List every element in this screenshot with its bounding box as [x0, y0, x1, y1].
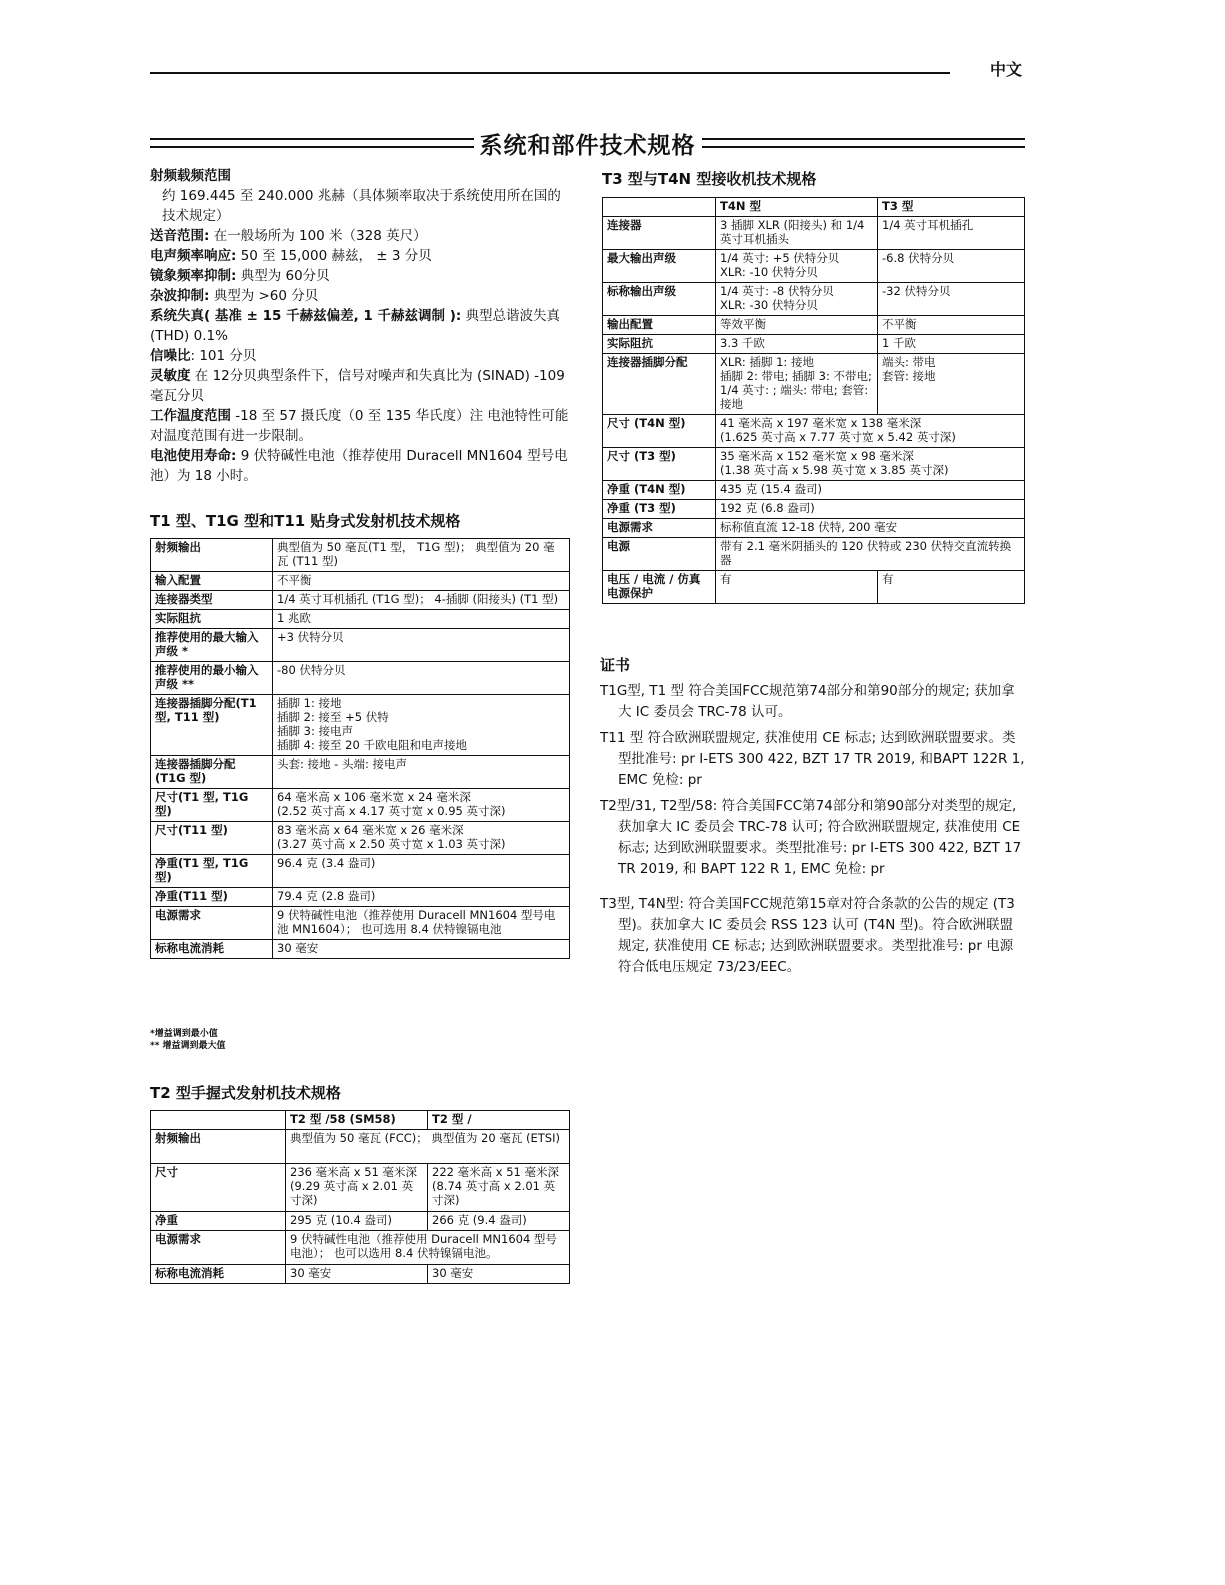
t1-row-label: 电源需求: [151, 907, 273, 940]
table-row: [603, 519, 1025, 538]
t1-row-label: 连接器类型: [151, 591, 273, 610]
t1-row-value: 1 兆欧: [273, 610, 570, 629]
spec-line-spurious: [150, 286, 570, 306]
table-row: [151, 629, 570, 662]
t3-col-t4n: T4N 型: [716, 198, 878, 217]
t3-row-t3: 端头: 带电 套管: 接地: [878, 354, 1025, 415]
table-row: [151, 1231, 570, 1265]
t1-row-value: +3 伏特分贝: [273, 629, 570, 662]
t2-rf-value: 典型值为 50 毫瓦 (FCC)； 典型值为 20 毫瓦 (ETSI): [286, 1130, 570, 1164]
rf-range-value: 约 169.445 至 240.000 兆赫（具体频率取决于系统使用所在国的技术规定）: [162, 188, 561, 224]
image-label: 镜象频率抑制:: [150, 268, 237, 284]
table-row: [603, 354, 1025, 415]
table-row: [151, 855, 570, 888]
t1-row-value: 1/4 英寸耳机插孔 (T1G 型)； 4-插脚 (阳接头) (T1 型): [273, 591, 570, 610]
table-row: [151, 756, 570, 789]
table-row: [603, 316, 1025, 335]
table-row: [603, 250, 1025, 283]
cert-heading: 证书: [600, 656, 631, 674]
t1-row-value: 典型值为 50 毫瓦(T1 型， T1G 型)； 典型值为 20 毫瓦 (T11 型): [273, 539, 570, 572]
t1-row-value: 64 毫米高 x 106 毫米宽 x 24 毫米深 (2.52 英寸高 x 4.17 英寸宽 x 0.95 英寸深): [273, 789, 570, 822]
t1-heading: T1 型、T1G 型和T11 贴身式发射机技术规格: [150, 512, 461, 530]
t1-row-label: 净重(T11 型): [151, 888, 273, 907]
page-title-bar: [150, 128, 1025, 158]
spurious-value: 典型为 >60 分贝: [213, 288, 319, 304]
image-value: 典型为 60分贝: [240, 268, 330, 284]
t1-row-value: 83 毫米高 x 64 毫米宽 x 26 毫米深 (3.27 英寸高 x 2.50 英寸宽 x 1.03 英寸深): [273, 822, 570, 855]
t3-row-label: 最大输出声级: [603, 250, 716, 283]
table-row: [151, 789, 570, 822]
t1-row-value: -80 伏特分贝: [273, 662, 570, 695]
t1-row-label: 尺寸(T1 型, T1G 型): [151, 789, 273, 822]
note-min-gain: *增益调到最小值: [150, 1029, 218, 1039]
spec-line-sens: [150, 366, 570, 406]
t3-row-t3: -6.8 伏特分贝: [878, 250, 1025, 283]
t1-row-label: 射频输出: [151, 539, 273, 572]
t2-col-sm58: T2 型 /58 (SM58): [286, 1111, 428, 1130]
table-row: [603, 571, 1025, 604]
spec-line-snr: [150, 346, 570, 366]
freq-label: 电声频率响应:: [150, 248, 237, 264]
t1-row-label: 连接器插脚分配 (T1G 型): [151, 756, 273, 789]
t3-row-label: 输出配置: [603, 316, 716, 335]
table-row: [603, 481, 1025, 500]
battery-value: 9 伏特碱性电池（推荐使用 Duracell MN1604 型号电池）为 18 小时。: [150, 448, 568, 484]
t3-row-t4n: 3.3 千欧: [716, 335, 878, 354]
title-rule-right: [702, 138, 1026, 148]
t2-power-value: 9 伏特碱性电池（推荐使用 Duracell MN1604 型号电池）； 也可以选用 8.4 伏特镍镉电池。: [286, 1231, 570, 1265]
t1-row-label: 净重(T1 型, T1G 型): [151, 855, 273, 888]
table-row: [603, 538, 1025, 571]
t3-wide-value: 带有 2.1 毫米阴插头的 120 伏特或 230 伏特交直流转换器: [716, 538, 1025, 571]
t1-row-label: 推荐使用的最大输入声级 *: [151, 629, 273, 662]
t3-wide-label: 尺寸 (T3 型): [603, 448, 716, 481]
t3-wide-value: 标称值直流 12-18 伏特, 200 毫安: [716, 519, 1025, 538]
t2-size-b: 222 毫米高 x 51 毫米深 (8.74 英寸高 x 2.01 英寸深): [428, 1164, 570, 1212]
table-row: [151, 1111, 570, 1130]
t2-heading: T2 型手握式发射机技术规格: [150, 1084, 341, 1102]
table-row: [603, 448, 1025, 481]
table-row: [151, 888, 570, 907]
t3-wide-value: 192 克 (6.8 盎司): [716, 500, 1025, 519]
t2-weight-label: 净重: [151, 1212, 286, 1231]
t1-row-value: 79.4 克 (2.8 盎司): [273, 888, 570, 907]
t3-row-t3: 不平衡: [878, 316, 1025, 335]
table-row: [151, 1212, 570, 1231]
thd-label: 系统失真( 基准 ± 15 千赫兹偏差, 1 千赫兹调制 ):: [150, 308, 462, 324]
table-row: [151, 907, 570, 940]
t2-rf-label: 射频输出: [151, 1130, 286, 1164]
page-title: 系统和部件技术规格: [479, 132, 696, 159]
cert-t2: T2型/31, T2型/58: 符合美国FCC第74部分和第90部分对类型的规定, 获加拿大 IC 委员会 TRC-78 认可; 符合欧洲联盟规定, 获准使用 CE 标志; 达到欧洲联盟要求。类型批准号: pr I-ETS 300 422, BZT 17 TR 2019, 和 BAPT 122 R 1, EMC 免检: pr: [600, 798, 1022, 877]
t3-protect-t4n: 有: [716, 571, 878, 604]
table-row: [603, 217, 1025, 250]
temp-value: -18 至 57 摄氏度（0 至 135 华氏度）注 电池特性可能对温度范围有进一步限制。: [150, 408, 569, 444]
spec-line-thd: [150, 306, 570, 346]
spec-line-range: [150, 226, 570, 246]
t1-notes: [150, 1028, 226, 1052]
spec-line-image: [150, 266, 570, 286]
range-value: 在一般场所为 100 米（328 英尺）: [213, 228, 427, 244]
t2-col-other: T2 型 /: [428, 1111, 570, 1130]
t3-wide-label: 净重 (T3 型): [603, 500, 716, 519]
t3-wide-value: 41 毫米高 x 197 毫米宽 x 138 毫米深 (1.625 英寸高 x 7.77 英寸宽 x 5.42 英寸深): [716, 415, 1025, 448]
t2-size-a: 236 毫米高 x 51 毫米深 (9.29 英寸高 x 2.01 英寸深): [286, 1164, 428, 1212]
t1-row-value: 不平衡: [273, 572, 570, 591]
t3-row-t4n: XLR: 插脚 1: 接地 插脚 2: 带电; 插脚 3: 不带电; 1/4 英寸: ; 端头: 带电; 套管: 接地: [716, 354, 878, 415]
t1-row-value: 30 毫安: [273, 940, 570, 959]
table-row: [603, 415, 1025, 448]
t3-row-label: 连接器: [603, 217, 716, 250]
table-row: [151, 940, 570, 959]
table-row: [151, 591, 570, 610]
thd-value: 典型总谐波失真 (THD) 0.1%: [150, 308, 561, 344]
language-label: 中文: [990, 60, 1023, 79]
table-row: [151, 695, 570, 756]
t3-protect-t3: 有: [878, 571, 1025, 604]
t3-wide-label: 电源: [603, 538, 716, 571]
t3-row-t3: -32 伏特分贝: [878, 283, 1025, 316]
note-max-gain: ** 增益调到最大值: [150, 1041, 226, 1051]
table-row: [603, 500, 1025, 519]
t3-row-t4n: 1/4 英寸: +5 伏特分贝 XLR: -10 伏特分贝: [716, 250, 878, 283]
t3-col-t3: T3 型: [878, 198, 1025, 217]
t1-row-value: 插脚 1: 接地 插脚 2: 接至 +5 伏特 插脚 3: 接电声 插脚 4: 接至 20 千欧电阻和电声接地: [273, 695, 570, 756]
t3-wide-label: 电源需求: [603, 519, 716, 538]
t1-spec-table: [150, 538, 570, 959]
t1-row-value: 头套: 接地 - 头端: 接电声: [273, 756, 570, 789]
t3-row-label: 标称输出声级: [603, 283, 716, 316]
t3-row-label: 实际阻抗: [603, 335, 716, 354]
freq-value: 50 至 15,000 赫兹， ± 3 分贝: [240, 248, 432, 264]
table-row: [151, 822, 570, 855]
t2-spec-table: [150, 1110, 570, 1284]
table-row: [603, 283, 1025, 316]
header-rule: [150, 72, 950, 74]
t2-current-label: 标称电流消耗: [151, 1265, 286, 1284]
table-row: [151, 1130, 570, 1164]
rf-range-label: 射频载频范围: [150, 168, 231, 184]
spec-line-battery: [150, 446, 570, 486]
t3-header-empty: [603, 198, 716, 217]
t1-row-label: 输入配置: [151, 572, 273, 591]
t3-wide-value: 35 毫米高 x 152 毫米宽 x 98 毫米深 (1.38 英寸高 x 5.98 英寸宽 x 3.85 英寸深): [716, 448, 1025, 481]
t3-row-t3: 1 千欧: [878, 335, 1025, 354]
t1-row-label: 推荐使用的最小输入声级 **: [151, 662, 273, 695]
t1-row-label: 实际阻抗: [151, 610, 273, 629]
spurious-label: 杂波抑制:: [150, 288, 210, 304]
table-row: [151, 572, 570, 591]
t2-header-empty: [151, 1111, 286, 1130]
t3-row-t4n: 3 插脚 XLR (阳接头) 和 1/4 英寸耳机插头: [716, 217, 878, 250]
t2-current-b: 30 毫安: [428, 1265, 570, 1284]
general-specs: [150, 166, 570, 486]
temp-label: 工作温度范围: [150, 408, 231, 424]
t3-wide-value: 435 克 (15.4 盎司): [716, 481, 1025, 500]
t3-row-t3: 1/4 英寸耳机插孔: [878, 217, 1025, 250]
t1-row-label: 尺寸(T11 型): [151, 822, 273, 855]
table-row: [603, 198, 1025, 217]
t3-spec-table: [602, 197, 1025, 604]
t2-weight-a: 295 克 (10.4 盎司): [286, 1212, 428, 1231]
t2-current-a: 30 毫安: [286, 1265, 428, 1284]
t1-row-label: 标称电流消耗: [151, 940, 273, 959]
t3-protect-label: 电压 / 电流 / 仿真电源保护: [603, 571, 716, 604]
t3-heading: T3 型与T4N 型接收机技术规格: [602, 170, 817, 188]
table-row: [151, 1164, 570, 1212]
sens-value: 在 12分贝典型条件下，信号对噪声和失真比为 (SINAD) -109 毫瓦分贝: [150, 368, 565, 404]
spec-line-freq: [150, 246, 570, 266]
t2-power-label: 电源需求: [151, 1231, 286, 1265]
spec-line-temp: [150, 406, 570, 446]
certificates: [600, 655, 1025, 983]
t3-row-t4n: 1/4 英寸: -8 伏特分贝 XLR: -30 伏特分贝: [716, 283, 878, 316]
sens-label: 灵敏度: [150, 368, 191, 384]
table-row: [151, 539, 570, 572]
snr-label: 信噪比: [150, 348, 191, 364]
t1-row-value: 9 伏特碱性电池（推荐使用 Duracell MN1604 型号电池 MN1604）； 也可选用 8.4 伏特镍镉电池: [273, 907, 570, 940]
snr-value: : 101 分贝: [190, 348, 257, 364]
table-row: [151, 1265, 570, 1284]
t2-weight-b: 266 克 (9.4 盎司): [428, 1212, 570, 1231]
table-row: [603, 335, 1025, 354]
battery-label: 电池使用寿命:: [150, 448, 237, 464]
t1-row-value: 96.4 克 (3.4 盎司): [273, 855, 570, 888]
cert-t11: T11 型 符合欧洲联盟规定, 获准使用 CE 标志; 达到欧洲联盟要求。类型批准号: pr I-ETS 300 422, BZT 17 TR 2019, 和BAPT 122R 1, EMC 免检: pr: [600, 730, 1025, 788]
t3-row-label: 连接器插脚分配: [603, 354, 716, 415]
table-row: [151, 610, 570, 629]
t2-size-label: 尺寸: [151, 1164, 286, 1212]
cert-t1: T1G型, T1 型 符合美国FCC规范第74部分和第90部分的规定; 获加拿大 IC 委员会 TRC-78 认可。: [600, 683, 1015, 720]
t3-row-t4n: 等效平衡: [716, 316, 878, 335]
table-row: [151, 662, 570, 695]
t3-wide-label: 净重 (T4N 型): [603, 481, 716, 500]
title-rule-left: [150, 138, 474, 148]
cert-t3: T3型, T4N型: 符合美国FCC规范第15章对符合条款的公告的规定 (T3 型)。获加拿大 IC 委员会 RSS 123 认可 (T4N 型)。符合欧洲联盟规定, 获准使用 CE 标志; 达到欧洲联盟要求。类型批准号: pr 电源符合低电压规定 73/23/EEC。: [600, 896, 1015, 975]
t1-row-label: 连接器插脚分配(T1 型, T11 型): [151, 695, 273, 756]
range-label: 送音范围:: [150, 228, 210, 244]
t3-wide-label: 尺寸 (T4N 型): [603, 415, 716, 448]
